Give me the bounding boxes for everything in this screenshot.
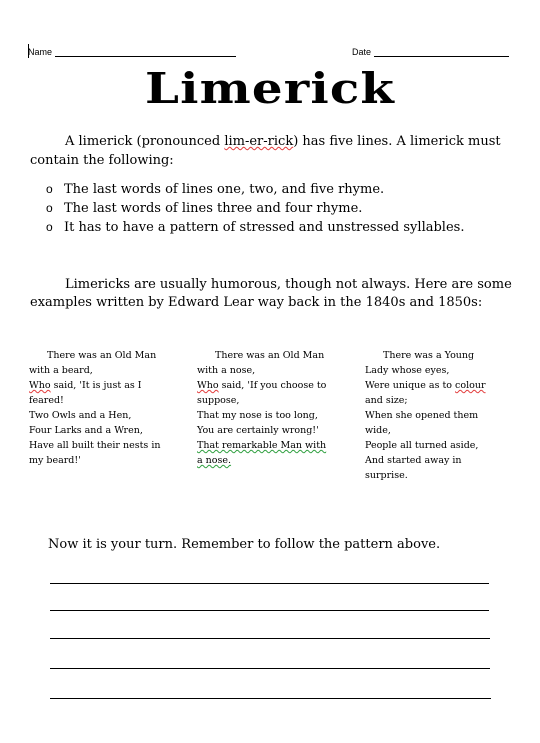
poem-line: Two Owls and a Hen, xyxy=(29,410,132,421)
poem-line: There was a Young xyxy=(383,350,475,361)
writing-line-5[interactable] xyxy=(50,698,491,699)
poem-line: That my nose is too long, xyxy=(197,410,318,421)
bullet-icon: o xyxy=(46,201,53,215)
poem-line: my beard!' xyxy=(29,455,81,466)
intro-text-after: ) has five lines. A limerick must contain the following: xyxy=(30,134,501,168)
poem-line: and size; xyxy=(365,395,408,406)
writing-line-1[interactable] xyxy=(50,583,489,584)
poem-line: People all turned aside, xyxy=(365,440,479,451)
spelling-flag: Who xyxy=(197,380,219,391)
poem-line: You are certainly wrong!' xyxy=(197,425,319,436)
poem-line: surprise. xyxy=(365,470,408,481)
list-item xyxy=(46,199,464,218)
bullet-icon: o xyxy=(46,220,53,234)
poem-line: There was an Old Man xyxy=(215,350,325,361)
rule-text: The last words of lines one, two, and five rhyme. xyxy=(64,182,385,197)
examples-intro: Limericks are usually humorous, though not always. Here are some examples written by Edward Lear way back in the 1840s and 1850s: xyxy=(30,277,512,310)
date-label: Date xyxy=(352,47,372,57)
writing-line-3[interactable] xyxy=(50,638,490,639)
poem-line: a nose. xyxy=(197,455,232,466)
poem-line: That remarkable Man with xyxy=(197,440,327,451)
poem-line xyxy=(197,378,326,393)
list-item xyxy=(46,180,464,199)
poem-line: When she opened them xyxy=(365,410,479,421)
your-turn-instruction: Now it is your turn. Remember to follow the pattern above. xyxy=(48,537,441,552)
poem-line xyxy=(29,378,160,393)
name-blank-line[interactable] xyxy=(55,46,236,57)
intro-paragraph xyxy=(30,132,510,170)
rule-text: It has to have a pattern of stressed and unstressed syllables. xyxy=(64,220,465,235)
rules-list xyxy=(46,180,464,237)
poem-line xyxy=(365,378,486,393)
poem-old-man-nose xyxy=(197,348,326,468)
page-title: Limerick xyxy=(144,64,396,113)
name-label: Name xyxy=(28,47,53,57)
poem-line: There was an Old Man xyxy=(47,350,157,361)
date-field[interactable] xyxy=(352,46,509,57)
intro-text-before: A limerick (pronounced xyxy=(65,134,225,149)
writing-line-4[interactable] xyxy=(50,668,490,669)
poem-old-man-beard xyxy=(29,348,160,468)
poem-line: feared! xyxy=(29,395,64,406)
poem-line: Lady whose eyes, xyxy=(365,365,450,376)
poem-line: wide, xyxy=(365,425,391,436)
poem-line: with a beard, xyxy=(29,365,93,376)
poem-line-rest: said, 'It is just as I xyxy=(50,380,142,391)
poem-line: suppose, xyxy=(197,395,240,406)
list-item xyxy=(46,218,464,237)
poem-line: with a nose, xyxy=(197,365,256,376)
poem-line: Four Larks and a Wren, xyxy=(29,425,143,436)
rule-text: The last words of lines three and four rhyme. xyxy=(64,201,363,216)
poem-young-lady xyxy=(365,348,486,483)
poem-line-start: Were unique as to xyxy=(365,380,456,391)
pronunciation: lim-er-rick xyxy=(224,134,294,149)
poem-line: And started away in xyxy=(365,455,462,466)
name-field[interactable] xyxy=(28,46,236,57)
date-blank-line[interactable] xyxy=(374,46,509,57)
bullet-icon: o xyxy=(46,182,53,196)
spelling-flag: colour xyxy=(455,380,486,391)
poem-line: Have all built their nests in xyxy=(29,440,161,451)
writing-line-2[interactable] xyxy=(50,610,489,611)
spelling-flag: Who xyxy=(29,380,51,391)
poem-line-rest: said, 'If you choose to xyxy=(218,380,327,391)
